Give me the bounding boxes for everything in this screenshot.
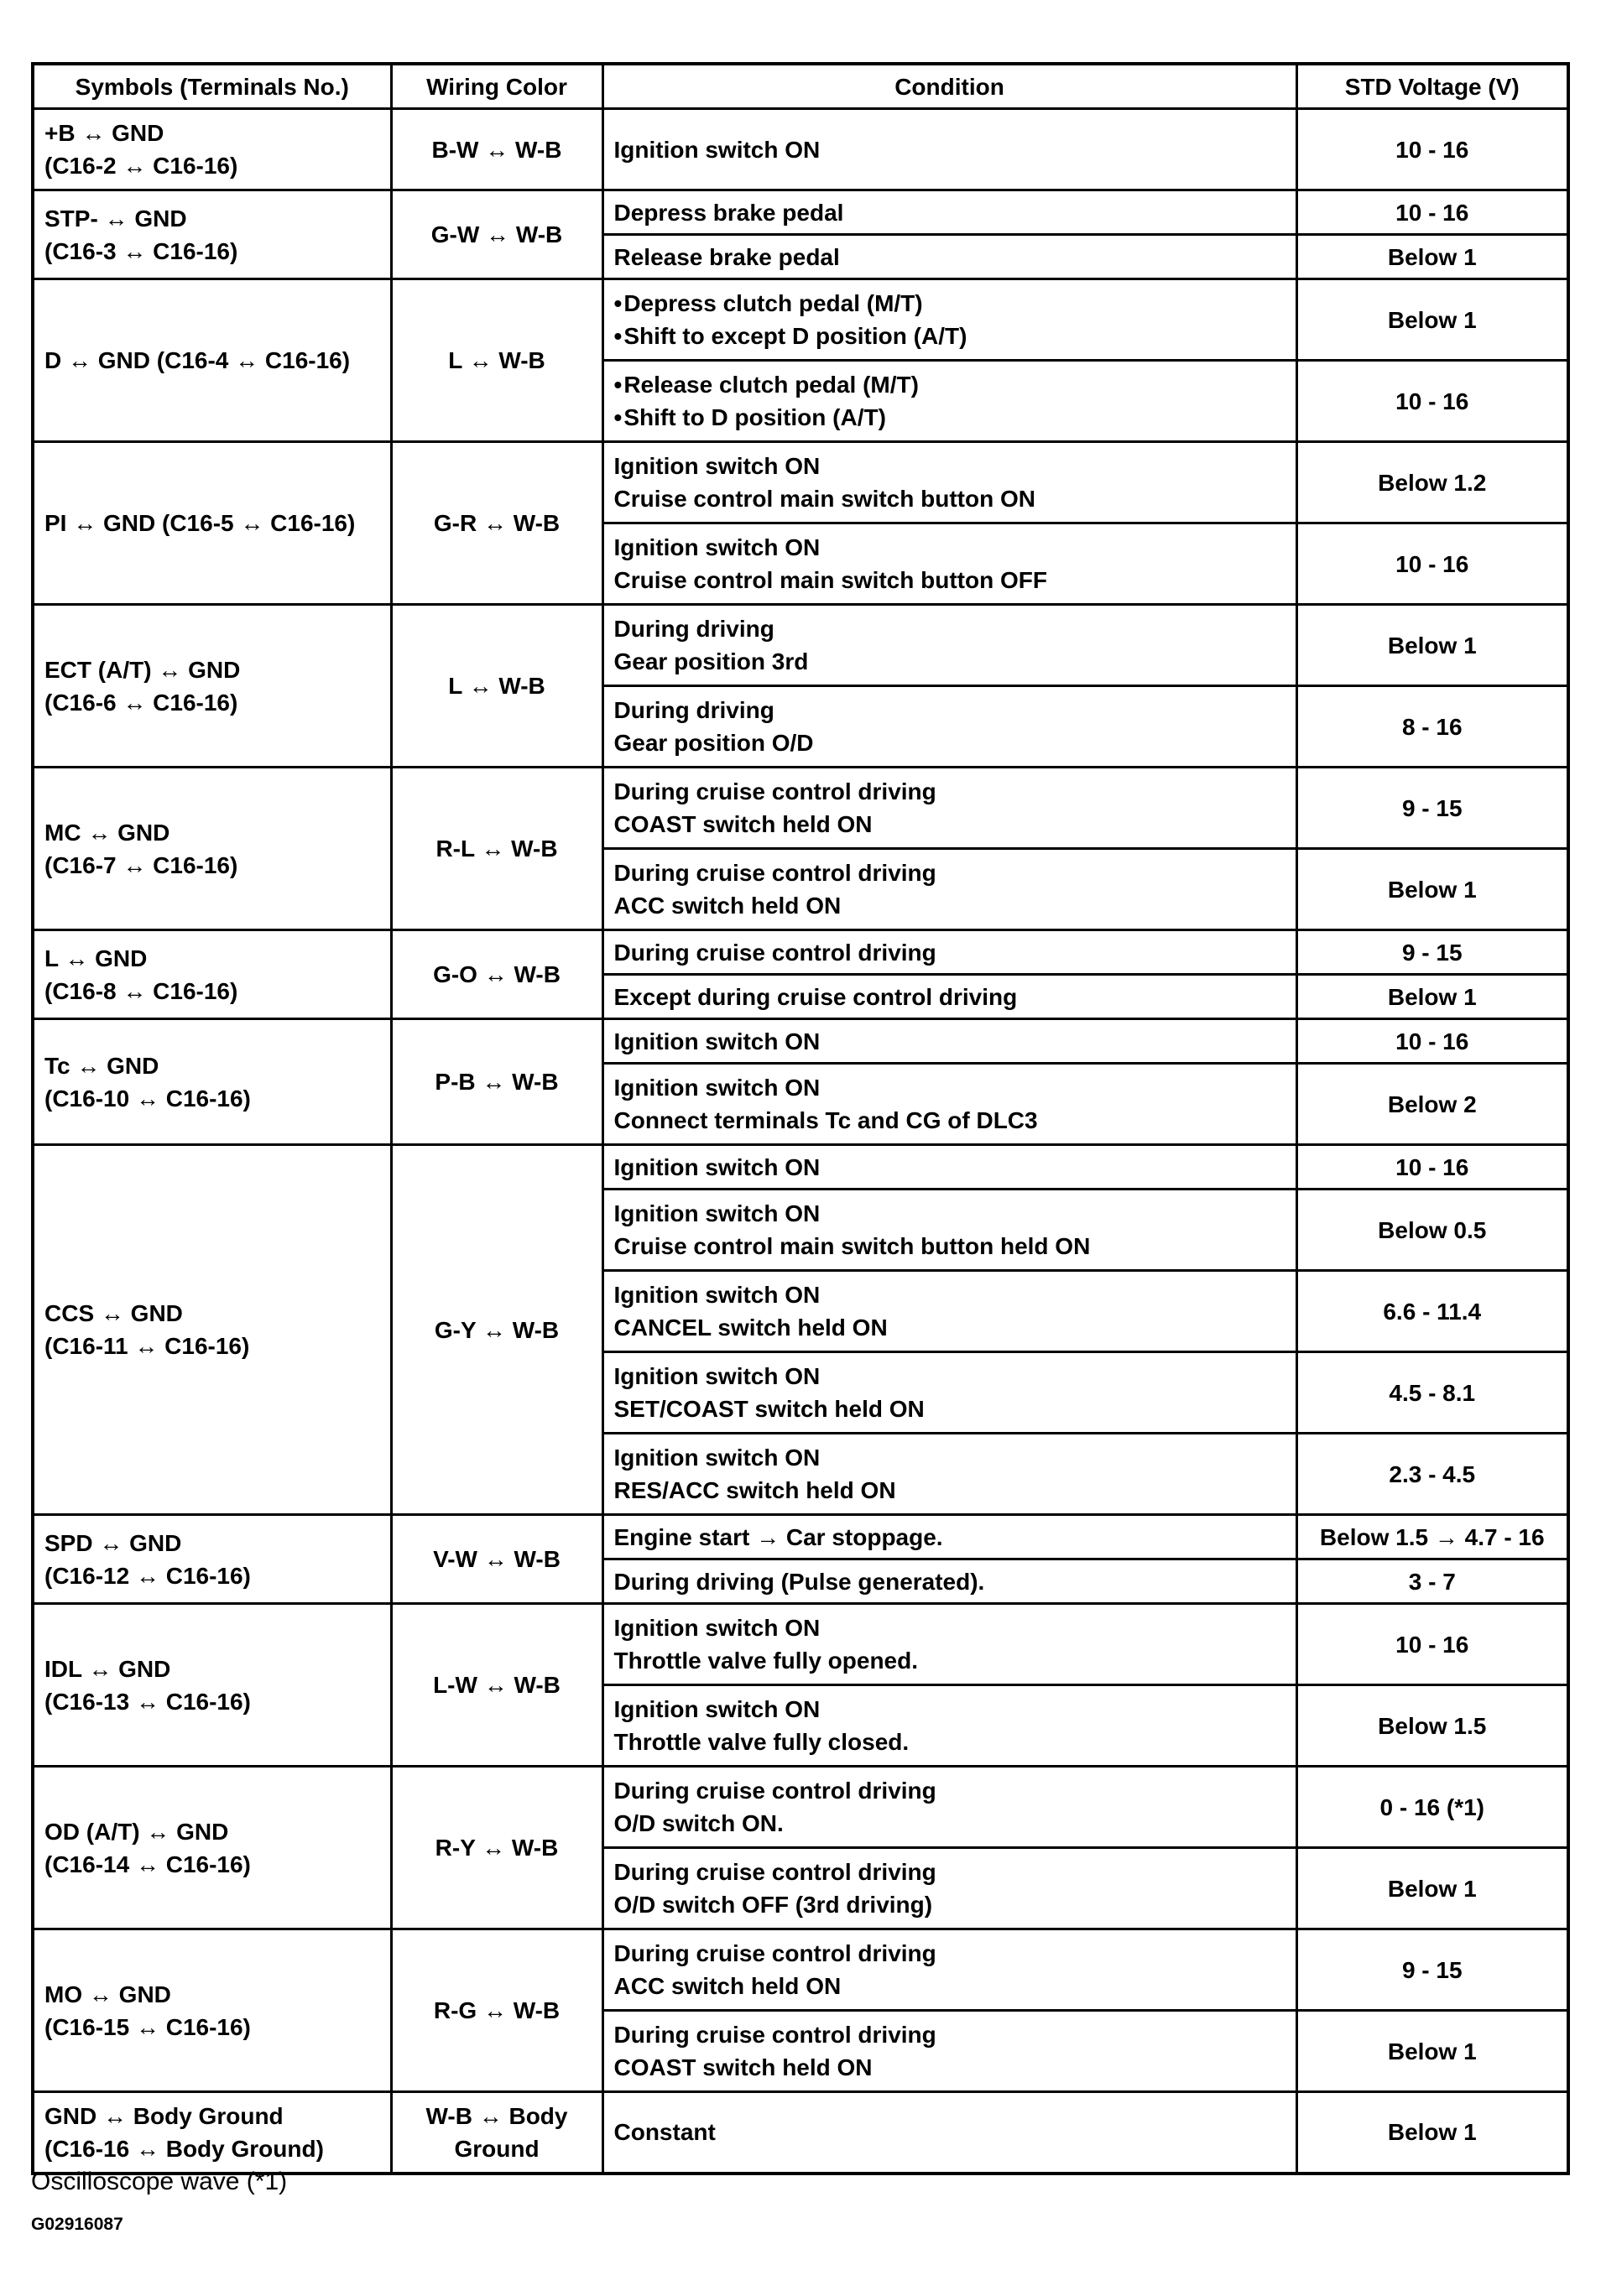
wiring-color-cell: [391, 1019, 602, 1145]
table-row: [33, 279, 1568, 361]
terminal-symbol: SPD ↔ GND: [44, 1529, 182, 1556]
header-symbols: Symbols (Terminals No.): [33, 64, 391, 109]
terminal-symbol: MO ↔ GND: [44, 1981, 171, 2007]
wiring-color-cell: [391, 1767, 602, 1929]
condition-cell: [602, 849, 1296, 930]
condition-cell: [602, 190, 1296, 235]
wiring-color-cell: [391, 109, 602, 190]
std-voltage-cell: Below 1.5 → 4.7 - 16: [1296, 1515, 1568, 1559]
terminal-symbol: IDL ↔ GND: [44, 1655, 171, 1682]
wiring-color: P-B ↔ W-B: [435, 1069, 559, 1095]
condition-cell: [602, 1929, 1296, 2011]
terminal-symbol: D ↔ GND (C16-4 ↔ C16-16): [44, 347, 351, 373]
table-row: [33, 1515, 1568, 1559]
terminal-symbol: MC ↔ GND: [44, 819, 170, 846]
std-voltage-cell: Below 1: [1296, 975, 1568, 1019]
wiring-color: R-Y ↔ W-B: [435, 1835, 559, 1861]
condition-text: Ignition switch ON: [613, 1445, 821, 1471]
condition-cell: [602, 2092, 1296, 2174]
terminal-symbol: PI ↔ GND (C16-5 ↔ C16-16): [44, 510, 356, 536]
std-voltage-cell: 9 - 15: [1296, 768, 1568, 849]
std-voltage-cell: 10 - 16: [1296, 523, 1568, 605]
terminal-symbol: L ↔ GND: [44, 945, 148, 971]
std-voltage-cell: Below 2: [1296, 1064, 1568, 1145]
condition-text: Depress brake pedal: [613, 199, 844, 226]
condition-cell: [602, 768, 1296, 849]
footnote: Oscilloscope wave (*1): [31, 2168, 288, 2195]
terminal-symbol: (C16-16 ↔ Body Ground): [44, 2135, 324, 2162]
std-voltage-cell: Below 1: [1296, 279, 1568, 361]
terminal-symbol: OD (A/T) ↔ GND: [44, 1818, 229, 1845]
std-voltage-cell: Below 1: [1296, 605, 1568, 686]
condition-text: During cruise control driving: [613, 1940, 936, 1966]
condition-text: CANCEL switch held ON: [613, 1315, 888, 1341]
condition-text: Ignition switch ON: [613, 1282, 821, 1308]
std-voltage-cell: 4.5 - 8.1: [1296, 1352, 1568, 1434]
condition-text: Ignition switch ON: [613, 1153, 821, 1180]
table-row: [33, 1145, 1568, 1190]
condition-text: Constant: [613, 2119, 716, 2146]
terminal-symbol-cell: [33, 279, 391, 442]
std-voltage-cell: 10 - 16: [1296, 1019, 1568, 1064]
condition-text: SET/COAST switch held ON: [613, 1396, 925, 1422]
condition-text: During driving: [613, 616, 774, 642]
terminal-symbol-cell: [33, 768, 391, 930]
table-row: [33, 930, 1568, 975]
condition-cell: [602, 1064, 1296, 1145]
terminal-symbol-cell: [33, 2092, 391, 2174]
condition-text: Cruise control main switch button ON: [613, 486, 1035, 512]
condition-cell: [602, 930, 1296, 975]
terminal-symbol: CCS ↔ GND: [44, 1300, 183, 1326]
condition-text: Throttle valve fully closed.: [613, 1729, 910, 1755]
condition-cell: [602, 1515, 1296, 1559]
table-row: [33, 2092, 1568, 2174]
terminal-symbol-cell: [33, 1515, 391, 1604]
wiring-color: L ↔ W-B: [448, 347, 545, 373]
std-voltage-cell: Below 0.5: [1296, 1190, 1568, 1271]
condition-cell: [602, 442, 1296, 523]
condition-text: COAST switch held ON: [613, 2054, 873, 2080]
condition-cell: [602, 1434, 1296, 1515]
std-voltage-cell: Below 1.2: [1296, 442, 1568, 523]
condition-text: During cruise control driving: [613, 939, 936, 966]
terminal-symbol: GND ↔ Body Ground: [44, 2102, 284, 2129]
condition-text: Ignition switch ON: [613, 1200, 821, 1226]
terminal-symbol: (C16-7 ↔ C16-16): [44, 851, 238, 878]
condition-text: • Shift to D position (A/T): [614, 401, 1285, 434]
terminal-symbol-cell: [33, 442, 391, 605]
condition-cell: [602, 1848, 1296, 1929]
wiring-color: V-W ↔ W-B: [433, 1546, 561, 1572]
condition-text: Connect terminals Tc and CG of DLC3: [613, 1107, 1038, 1133]
condition-text: Ignition switch ON: [613, 1028, 821, 1054]
terminal-symbol-cell: [33, 1019, 391, 1145]
std-voltage-cell: 3 - 7: [1296, 1559, 1568, 1604]
condition-cell: [602, 279, 1296, 361]
condition-text: During cruise control driving: [613, 1778, 936, 1804]
condition-cell: [602, 1019, 1296, 1064]
terminal-symbol-cell: [33, 930, 391, 1019]
condition-text: Ignition switch ON: [613, 1615, 821, 1641]
table-row: [33, 1767, 1568, 1848]
terminal-symbol: ECT (A/T) ↔ GND: [44, 656, 241, 683]
terminal-symbol: (C16-14 ↔ C16-16): [44, 1851, 251, 1877]
terminal-symbol: (C16-3 ↔ C16-16): [44, 237, 238, 264]
condition-text: ACC switch held ON: [613, 893, 842, 919]
condition-text: During cruise control driving: [613, 2022, 936, 2048]
condition-cell: [602, 605, 1296, 686]
header-row: [33, 64, 1568, 109]
wiring-color: L ↔ W-B: [448, 673, 545, 699]
condition-cell: [602, 1604, 1296, 1685]
condition-text: O/D switch ON.: [613, 1810, 784, 1836]
header-std-voltage: STD Voltage (V): [1296, 64, 1568, 109]
wiring-color-cell: [391, 1145, 602, 1515]
condition-cell: [602, 1352, 1296, 1434]
condition-text: Ignition switch ON: [613, 534, 821, 560]
condition-cell: [602, 1145, 1296, 1190]
std-voltage-cell: Below 1: [1296, 2011, 1568, 2092]
condition-text: Except during cruise control driving: [613, 983, 1018, 1010]
condition-cell: [602, 523, 1296, 605]
wiring-color-cell: [391, 1929, 602, 2092]
wiring-color: G-R ↔ W-B: [433, 510, 561, 536]
condition-cell: [602, 109, 1296, 190]
condition-text: During driving (Pulse generated).: [613, 1568, 985, 1595]
wiring-color-cell: [391, 279, 602, 442]
terminal-symbol-cell: [33, 605, 391, 768]
terminal-symbol: (C16-15 ↔ C16-16): [44, 2013, 251, 2040]
terminal-symbol: (C16-13 ↔ C16-16): [44, 1688, 251, 1715]
table-body: [33, 109, 1568, 2174]
std-voltage-cell: 2.3 - 4.5: [1296, 1434, 1568, 1515]
terminal-symbol-cell: [33, 190, 391, 279]
table-row: [33, 442, 1568, 523]
condition-cell: [602, 235, 1296, 279]
terminal-symbol: (C16-10 ↔ C16-16): [44, 1085, 251, 1112]
condition-text: • Release clutch pedal (M/T): [614, 368, 1285, 401]
wiring-color-cell: [391, 768, 602, 930]
condition-text: COAST switch held ON: [613, 811, 873, 837]
table-row: [33, 1929, 1568, 2011]
std-voltage-cell: 10 - 16: [1296, 361, 1568, 442]
condition-text: O/D switch OFF (3rd driving): [613, 1892, 933, 1918]
condition-text: Cruise control main switch button held ON: [613, 1233, 1091, 1259]
std-voltage-cell: 8 - 16: [1296, 686, 1568, 768]
condition-text: Gear position 3rd: [613, 648, 809, 674]
wiring-color-cell: [391, 1604, 602, 1767]
std-voltage-cell: 10 - 16: [1296, 109, 1568, 190]
table-row: [33, 768, 1568, 849]
std-voltage-cell: 10 - 16: [1296, 1145, 1568, 1190]
condition-text: During driving: [613, 697, 774, 723]
condition-text: Ignition switch ON: [613, 453, 821, 479]
condition-cell: [602, 361, 1296, 442]
terminal-symbol-cell: [33, 1604, 391, 1767]
terminal-symbol-cell: [33, 1767, 391, 1929]
wiring-color: W-B ↔ Body: [425, 2102, 568, 2129]
condition-text: Engine start → Car stoppage.: [613, 1523, 943, 1550]
wiring-color: Ground: [454, 2135, 540, 2162]
condition-cell: [602, 686, 1296, 768]
spec-sheet: [31, 62, 1567, 2175]
std-voltage-cell: 6.6 - 11.4: [1296, 1271, 1568, 1352]
terminal-symbol: Tc ↔ GND: [44, 1052, 159, 1079]
condition-cell: [602, 1767, 1296, 1848]
condition-text: Throttle valve fully opened.: [613, 1648, 919, 1674]
table-row: [33, 109, 1568, 190]
terminal-symbol-cell: [33, 109, 391, 190]
terminal-voltage-table: [31, 62, 1570, 2175]
condition-cell: [602, 1271, 1296, 1352]
std-voltage-cell: Below 1: [1296, 235, 1568, 279]
condition-text: ACC switch held ON: [613, 1973, 842, 1999]
std-voltage-cell: 9 - 15: [1296, 930, 1568, 975]
std-voltage-cell: Below 1: [1296, 2092, 1568, 2174]
condition-text: Gear position O/D: [613, 730, 814, 756]
condition-text: Release brake pedal: [613, 243, 840, 270]
table-row: [33, 1019, 1568, 1064]
terminal-symbol: (C16-8 ↔ C16-16): [44, 977, 238, 1004]
std-voltage-cell: 10 - 16: [1296, 1604, 1568, 1685]
terminal-symbol: +B ↔ GND: [44, 120, 164, 146]
terminal-symbol: STP- ↔ GND: [44, 205, 187, 232]
table-row: [33, 605, 1568, 686]
condition-text: • Depress clutch pedal (M/T): [614, 287, 1285, 320]
terminal-symbol: (C16-11 ↔ C16-16): [44, 1333, 250, 1359]
terminal-symbol-cell: [33, 1929, 391, 2092]
table-row: [33, 190, 1568, 235]
condition-text: During cruise control driving: [613, 778, 936, 804]
condition-text: Ignition switch ON: [613, 1696, 821, 1722]
condition-cell: [602, 1190, 1296, 1271]
wiring-color: G-O ↔ W-B: [433, 961, 561, 987]
condition-cell: [602, 975, 1296, 1019]
condition-cell: [602, 1559, 1296, 1604]
wiring-color: R-G ↔ W-B: [433, 1997, 561, 2023]
wiring-color-cell: [391, 2092, 602, 2174]
wiring-color-cell: [391, 605, 602, 768]
std-voltage-cell: 9 - 15: [1296, 1929, 1568, 2011]
condition-text: During cruise control driving: [613, 1859, 936, 1885]
condition-text: RES/ACC switch held ON: [613, 1477, 896, 1503]
std-voltage-cell: Below 1: [1296, 1848, 1568, 1929]
wiring-color-cell: [391, 1515, 602, 1604]
terminal-symbol-cell: [33, 1145, 391, 1515]
std-voltage-cell: 0 - 16 (*1): [1296, 1767, 1568, 1848]
terminal-symbol: (C16-12 ↔ C16-16): [44, 1562, 251, 1589]
condition-text: During cruise control driving: [613, 860, 936, 886]
wiring-color: L-W ↔ W-B: [433, 1672, 561, 1698]
wiring-color: G-W ↔ W-B: [430, 221, 563, 247]
condition-cell: [602, 1685, 1296, 1767]
condition-cell: [602, 2011, 1296, 2092]
table-row: [33, 1604, 1568, 1685]
std-voltage-cell: 10 - 16: [1296, 190, 1568, 235]
condition-text: Cruise control main switch button OFF: [613, 567, 1047, 593]
condition-text: Ignition switch ON: [613, 136, 821, 163]
terminal-symbol: (C16-6 ↔ C16-16): [44, 689, 238, 716]
wiring-color: B-W ↔ W-B: [431, 136, 562, 163]
wiring-color-cell: [391, 190, 602, 279]
condition-text: Ignition switch ON: [613, 1363, 821, 1389]
std-voltage-cell: Below 1.5: [1296, 1685, 1568, 1767]
condition-text: Ignition switch ON: [613, 1075, 821, 1101]
wiring-color: R-L ↔ W-B: [435, 836, 558, 862]
terminal-symbol: (C16-2 ↔ C16-16): [44, 153, 238, 179]
condition-text: • Shift to except D position (A/T): [614, 320, 1285, 352]
wiring-color-cell: [391, 442, 602, 605]
header-condition: Condition: [602, 64, 1296, 109]
std-voltage-cell: Below 1: [1296, 849, 1568, 930]
wiring-color: G-Y ↔ W-B: [434, 1316, 560, 1343]
figure-id: G02916087: [31, 2215, 123, 2234]
header-wiring-color: Wiring Color: [391, 64, 602, 109]
wiring-color-cell: [391, 930, 602, 1019]
